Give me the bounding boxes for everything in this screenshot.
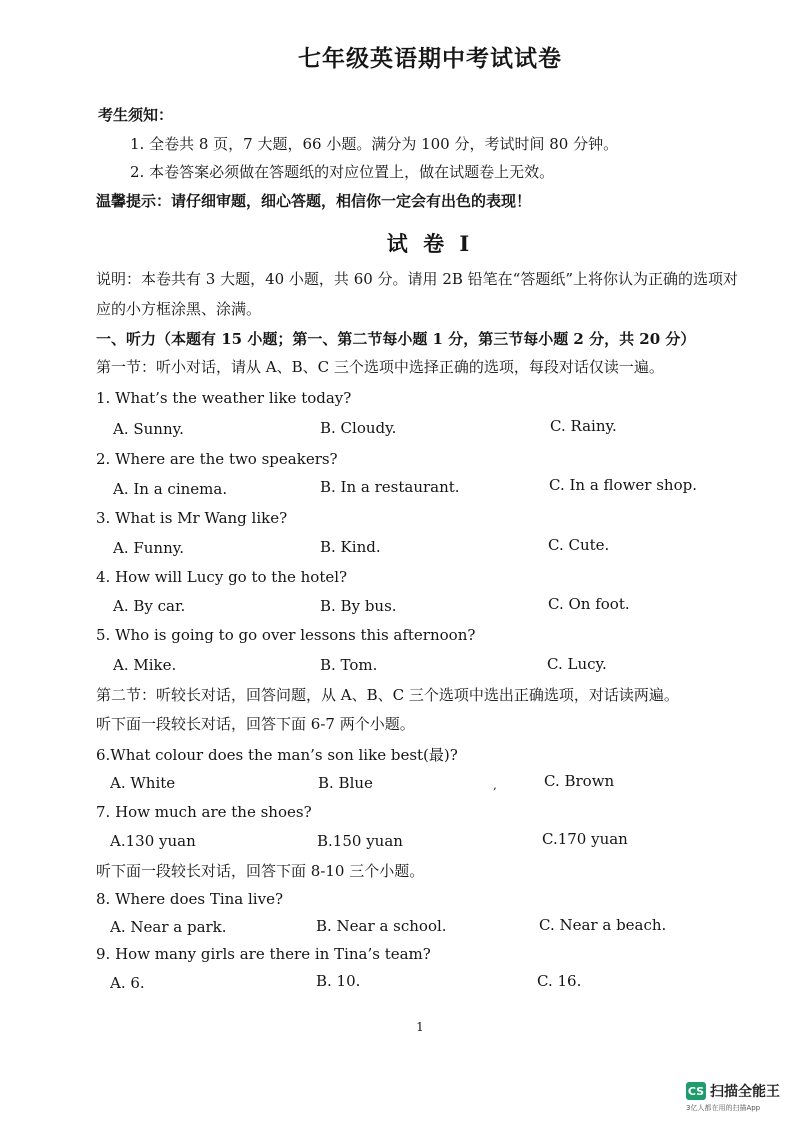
question-6: 6.What colour does the man’s son like best(最)? <box>96 746 458 764</box>
part1-section2: 第二节：听较长对话，回答问题，从 A、B、C 三个选项中选出正确选项，对话读两遍。 <box>96 686 679 704</box>
q7-option-b: B.150 yuan <box>317 832 403 850</box>
dialog2-intro: 听下面一段较长对话，回答下面 8-10 三个小题。 <box>96 862 425 880</box>
q7-option-c: C.170 yuan <box>542 830 628 848</box>
question-9: 9. How many girls are there in Tina’s team? <box>96 945 431 963</box>
q1-option-a: A. Sunny. <box>113 420 184 438</box>
q2-option-c: C. In a flower shop. <box>549 476 697 494</box>
warm-tip: 温馨提示：请仔细审题，细心答题，相信你一定会有出色的表现！ <box>96 192 532 210</box>
question-5: 5. Who is going to go over lessons this afternoon? <box>96 626 476 644</box>
q1-option-c: C. Rainy. <box>550 417 617 435</box>
page-title: 七年级英语期中考试试卷 <box>298 45 562 72</box>
q4-option-c: C. On foot. <box>548 595 630 613</box>
question-3: 3. What is Mr Wang like? <box>96 509 288 527</box>
q9-option-c: C. 16. <box>537 972 582 990</box>
q3-option-a: A. Funny. <box>113 539 185 557</box>
question-8: 8. Where does Tina live? <box>96 890 283 908</box>
q6-option-b: B. Blue <box>318 774 373 792</box>
q8-option-a: A. Near a park. <box>110 918 227 936</box>
q2-option-a: A. In a cinema. <box>113 480 228 498</box>
scanner-app-name: 扫描全能王 <box>710 1084 780 1100</box>
q6-option-a: A. White <box>110 774 176 792</box>
question-1: 1. What’s the weather like today? <box>96 389 352 407</box>
question-2: 2. Where are the two speakers? <box>96 450 338 468</box>
q3-option-c: C. Cute. <box>548 536 610 554</box>
q8-option-c: C. Near a beach. <box>539 916 667 934</box>
explain-line-1: 说明：本卷共有 3 大题，40 小题，共 60 分。请用 2B 铅笔在“答题纸”上将你认为正确的选项对 <box>96 270 739 288</box>
part1-heading: 一、听力（本题有 15 小题；第一、第二节每小题 1 分，第三节每小题 2 分，共 20 分） <box>96 330 696 348</box>
q5-option-b: B. Tom. <box>320 656 378 674</box>
notice-heading: 考生须知： <box>98 106 174 124</box>
q7-option-a: A.130 yuan <box>110 832 196 850</box>
part1-section1: 第一节：听小对话，请从 A、B、C 三个选项中选择正确的选项，每段对话仅读一遍。 <box>96 358 664 376</box>
q9-option-a: A. 6. <box>110 974 145 992</box>
q1-option-b: B. Cloudy. <box>320 419 397 437</box>
q4-option-a: A. By car. <box>113 597 186 615</box>
q5-option-c: C. Lucy. <box>547 655 607 673</box>
q9-option-b: B. 10. <box>316 972 361 990</box>
stray-mark: , <box>493 778 497 792</box>
section-title: 试 卷 Ⅰ <box>386 231 474 256</box>
q6-option-c: C. Brown <box>544 772 615 790</box>
scanner-tagline: 3亿人都在用的扫描App <box>686 1104 761 1112</box>
explain-line-2: 应的小方框涂黑、涂满。 <box>96 300 262 318</box>
question-4: 4. How will Lucy go to the hotel? <box>96 568 348 586</box>
q3-option-b: B. Kind. <box>320 538 381 556</box>
scanner-logo-icon: CS <box>686 1082 706 1100</box>
q4-option-b: B. By bus. <box>320 597 397 615</box>
q5-option-a: A. Mike. <box>113 656 177 674</box>
scanner-watermark <box>686 1081 780 1101</box>
q8-option-b: B. Near a school. <box>316 917 447 935</box>
notice-item-1: 1. 全卷共 8 页，7 大题，66 小题。满分为 100 分，考试时间 80 分钟。 <box>130 135 619 153</box>
dialog1-intro: 听下面一段较长对话，回答下面 6-7 两个小题。 <box>96 715 415 733</box>
page-number: 1 <box>416 1020 424 1034</box>
q2-option-b: B. In a restaurant. <box>320 478 460 496</box>
notice-item-2: 2. 本卷答案必须做在答题纸的对应位置上，做在试题卷上无效。 <box>130 163 555 181</box>
question-7: 7. How much are the shoes? <box>96 803 312 821</box>
